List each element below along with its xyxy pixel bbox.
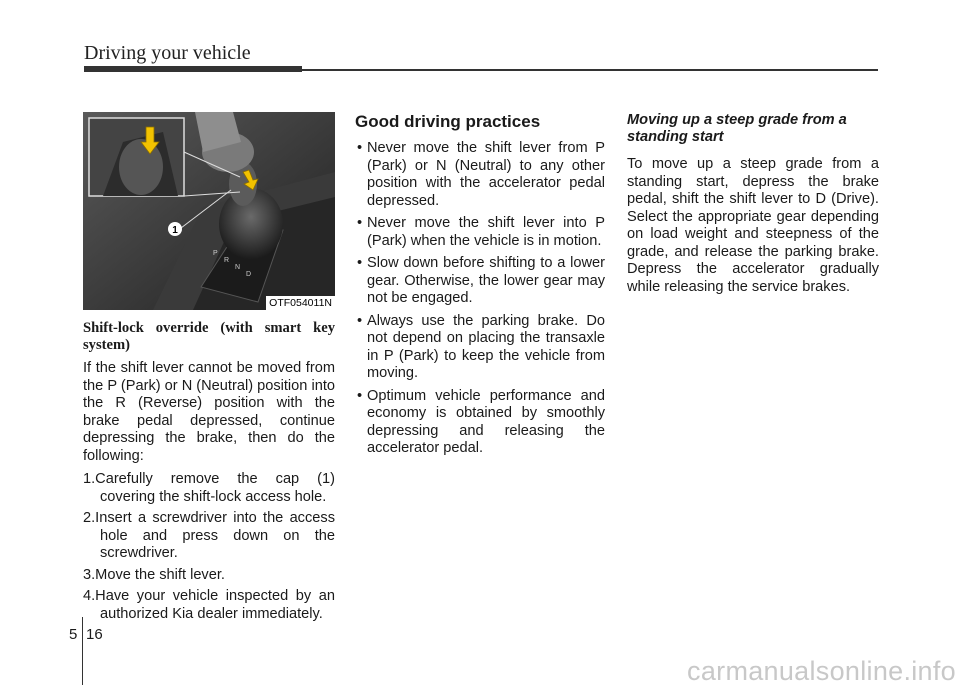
page-header-title: Driving your vehicle [84,42,251,64]
bullet-item: • Optimum vehicle performance and economy is obtained by smoothly depressing and releasing the accelerator pedal. [355,388,605,458]
bullet-item: • Slow down before shifting to a lower gear. Otherwise, the lower gear may not be engaged. [355,255,605,308]
steep-grade-heading: Moving up a steep grade from a standing start [627,112,847,145]
shift-lock-intro: If the shift lever cannot be moved from the P (Park) or N (Neutral) position into the R (Reverse) position with the brake pedal depressed, continue depressing the brake, then do the following: [83,360,335,464]
shift-lock-steps [83,471,335,623]
gear-p-label: P [213,250,218,257]
bullet-item: • Never move the shift lever into P (Park) when the vehicle is in motion. [355,215,605,250]
footer-divider [82,617,83,685]
gear-n-label: N [235,264,241,271]
gear-r-label: R [224,257,230,264]
header-rule-thin [302,69,878,71]
good-driving-heading: Good driving practices [355,112,541,131]
gear-d-label: D [246,271,252,278]
right-column [627,112,879,302]
callout-1-label: 1 [172,225,178,236]
good-driving-list [355,140,605,458]
figure-code: OTF054011N [266,296,335,310]
left-column [83,112,335,627]
middle-column [355,112,605,463]
step-item: 2.Insert a screwdriver into the access hole and press down on the screwdriver. [83,510,335,561]
bullet-item: • Always use the parking brake. Do not depend on placing the transaxle in P (Park) to keep the vehicle from moving. [355,313,605,383]
watermark-link[interactable]: carmanualsonline.info [687,656,956,686]
steep-grade-body: To move up a steep grade from a standing start, depress the brake pedal, shift the shift lever to D (Drive). Select the appropriate gear depending on load weight and steepness of the grade, and release the parking brake. Depress the accelerator gradually while releasing the service brakes. [627,156,879,295]
step-item: 4.Have your vehicle inspected by an authorized Kia dealer immediately. [83,588,335,622]
shift-lock-subtitle: Shift-lock override (with smart key system) [83,320,335,353]
chapter-number: 5 [69,626,78,643]
step-item: 3.Move the shift lever. [83,566,225,583]
page-number: 16 [86,626,103,643]
shift-lever-figure [83,112,335,310]
step-item: 1.Carefully remove the cap (1) covering the shift-lock access hole. [83,471,335,505]
bullet-item: • Never move the shift lever from P (Park) or N (Neutral) to any other position with the accelerator pedal depressed. [355,140,605,210]
header-rule-thick [84,66,302,72]
shift-lever-illustration [83,112,335,310]
